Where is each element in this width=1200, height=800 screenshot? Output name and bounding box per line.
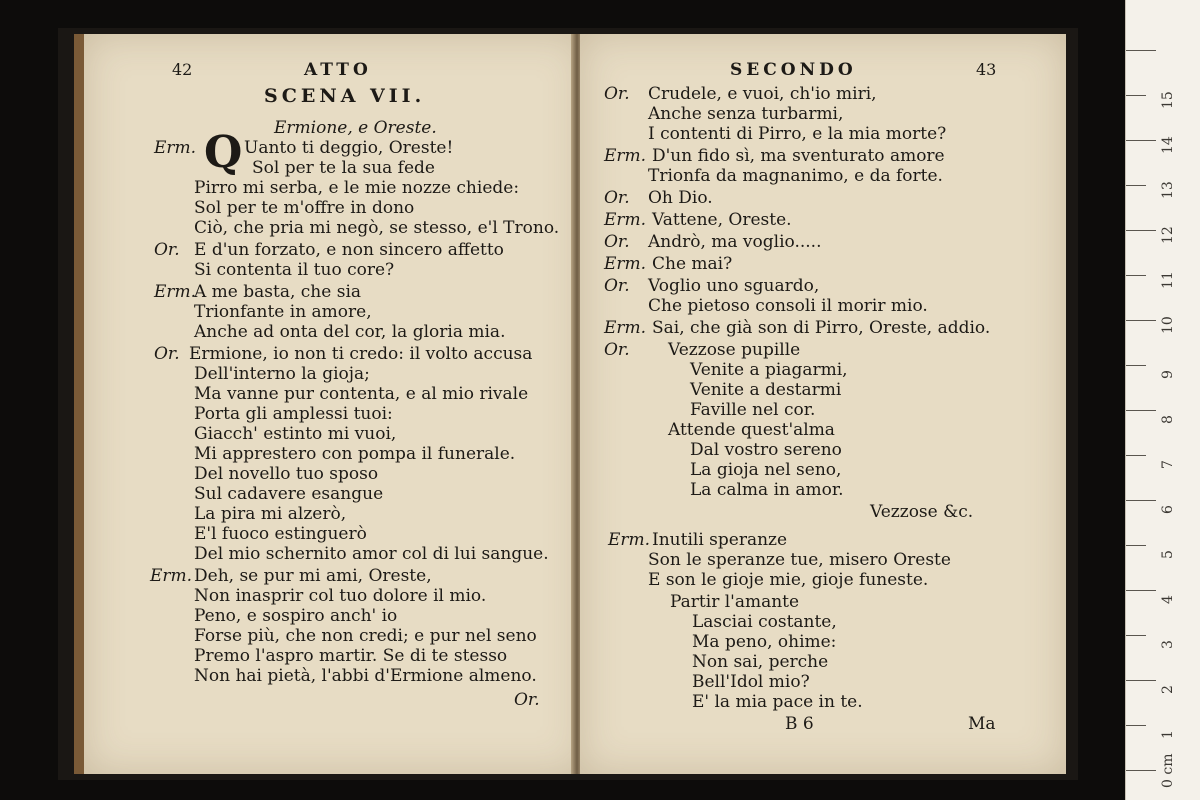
ruler-label: 7 (1160, 460, 1176, 469)
ruler-tick (1126, 500, 1156, 501)
speaker-label: Or. (154, 344, 180, 364)
verse-line: Inutili speranze (652, 530, 788, 550)
speaker-label: Or. (154, 240, 180, 260)
aria-line: Partir l'amante (670, 592, 800, 612)
verse-line: Vattene, Oreste. (652, 210, 792, 230)
ruler-tick (1126, 725, 1146, 726)
verse-line: Anche ad onta del cor, la gloria mia. (194, 322, 506, 342)
verse-line: A me basta, che sia (194, 282, 362, 302)
verse-line: Ermione, io non ti credo: il volto accusa (189, 344, 533, 364)
verse-line: Son le speranze tue, misero Oreste (648, 550, 951, 570)
ruler-label: 10 (1160, 316, 1176, 334)
left-catchword: Or. (514, 690, 540, 710)
ruler-tick (1126, 545, 1146, 546)
aria-line: Non sai, perche (692, 652, 829, 672)
ruler-label: 0 cm (1160, 753, 1176, 788)
aria-line: Venite a piagarmi, (690, 360, 848, 380)
verse-line: Non inasprir col tuo dolore il mio. (194, 586, 487, 606)
aria-line: Dal vostro sereno (690, 440, 842, 460)
verse-line: I contenti di Pirro, e la mia morte? (648, 124, 947, 144)
speaker-label: Erm. (154, 282, 197, 302)
ruler-label: 12 (1160, 226, 1176, 244)
ruler-tick (1126, 140, 1156, 141)
left-running-head: ATTO (304, 60, 372, 80)
ruler-label: 15 (1160, 91, 1176, 109)
ruler-tick (1126, 455, 1146, 456)
verse-line: Sol per te m'offre in dono (194, 198, 415, 218)
aria-line: Lasciai costante, (692, 612, 837, 632)
aria-line: Vezzose pupille (668, 340, 801, 360)
verse-line: Uanto ti deggio, Oreste! (244, 138, 454, 158)
verse-line: Premo l'aspro martir. Se di te stesso (194, 646, 508, 666)
verse-line: Trionfante in amore, (194, 302, 372, 322)
speaker-label: Or. (604, 340, 630, 360)
verse-line: E d'un forzato, e non sincero affetto (194, 240, 504, 260)
aria-line: La gioja nel seno, (690, 460, 842, 480)
ruler-label: 5 (1160, 550, 1176, 559)
verse-line: Peno, e sospiro anch' io (194, 606, 398, 626)
verse-line: Ciò, che pria mi negò, se stesso, e'l Trono. (194, 218, 560, 238)
verse-line: E'l fuoco estinguerò (194, 524, 367, 544)
ruler-tick (1126, 50, 1156, 51)
ruler-label: 4 (1160, 595, 1176, 604)
verse-line: Mi apprestero con pompa il funerale. (194, 444, 516, 464)
verse-line: Trionfa da magnanimo, e da forte. (648, 166, 943, 186)
speaker-label: Erm. (604, 254, 647, 274)
verse-line: Anche senza turbarmi, (648, 104, 844, 124)
ruler-tick (1126, 275, 1146, 276)
verse-line: E son le gioje mie, gioje funeste. (648, 570, 929, 590)
speaker-label: Erm. (608, 530, 651, 550)
speaker-label: Erm. (154, 138, 197, 158)
ruler-label: 6 (1160, 505, 1176, 514)
aria-line: La calma in amor. (690, 480, 844, 500)
aria-line: Faville nel cor. (690, 400, 816, 420)
ruler-tick (1126, 365, 1146, 366)
speaker-label: Erm. (604, 318, 647, 338)
verse-line: Voglio uno sguardo, (648, 276, 820, 296)
ruler-tick (1126, 185, 1146, 186)
verse-line: Che mai? (652, 254, 733, 274)
speaker-label: Or. (604, 232, 630, 252)
verse-line: Forse più, che non credi; e pur nel seno (194, 626, 537, 646)
ruler-label: 9 (1160, 370, 1176, 379)
ruler-label: 2 (1160, 685, 1176, 694)
drop-cap: Q (204, 127, 243, 178)
ruler-tick (1126, 680, 1156, 681)
speaker-label: Erm. (150, 566, 193, 586)
aria-line: Ma peno, ohime: (692, 632, 837, 652)
right-page-number: 43 (976, 60, 997, 79)
aria-line: E' la mia pace in te. (692, 692, 863, 712)
aria-line: Bell'Idol mio? (692, 672, 810, 692)
ruler-label: 13 (1160, 181, 1176, 199)
verse-line: Dell'interno la gioja; (194, 364, 370, 384)
ruler-tick (1126, 590, 1156, 591)
left-page (74, 34, 584, 774)
signature-mark: B 6 (785, 714, 814, 734)
verse-line: La pira mi alzerò, (194, 504, 347, 524)
verse-line: Si contenta il tuo core? (194, 260, 395, 280)
ruler-tick (1126, 770, 1156, 771)
ruler-tick (1126, 410, 1156, 411)
ruler-label: 8 (1160, 415, 1176, 424)
verse-line: D'un fido sì, ma sventurato amore (652, 146, 945, 166)
ruler-label: 14 (1160, 136, 1176, 154)
scene-title: SCENA VII. (264, 85, 426, 107)
verse-line: Del novello tuo sposo (194, 464, 379, 484)
speaker-label: Erm. (604, 146, 647, 166)
aria-line: Attende quest'alma (668, 420, 835, 440)
verse-line: Che pietoso consoli il morir mio. (648, 296, 928, 316)
verse-line: Sul cadavere esangue (194, 484, 384, 504)
ruler-label: 3 (1160, 640, 1176, 649)
measurement-ruler (1125, 0, 1200, 800)
speaker-label: Or. (604, 276, 630, 296)
speaker-label: Or. (604, 188, 630, 208)
verse-line: Giacch' estinto mi vuoi, (194, 424, 397, 444)
verse-line: Andrò, ma voglio..... (648, 232, 822, 252)
verse-line: Deh, se pur mi ami, Oreste, (194, 566, 432, 586)
verse-line: Sol per te la sua fede (252, 158, 435, 178)
verse-line: Del mio schernito amor col di lui sangue. (194, 544, 549, 564)
ruler-tick (1126, 230, 1156, 231)
ruler-tick (1126, 95, 1146, 96)
speaker-label: Erm. (604, 210, 647, 230)
ruler-label: 11 (1160, 271, 1176, 289)
aria-line: Venite a destarmi (690, 380, 842, 400)
ruler-tick (1126, 320, 1156, 321)
verse-line: Pirro mi serba, e le mie nozze chiede: (194, 178, 520, 198)
ruler-label: 1 (1160, 730, 1176, 739)
aria-refrain: Vezzose &c. (870, 502, 974, 522)
speaker-label: Or. (604, 84, 630, 104)
scene-characters: Ermione, e Oreste. (274, 118, 437, 138)
verse-line: Ma vanne pur contenta, e al mio rivale (194, 384, 529, 404)
left-page-number: 42 (172, 60, 193, 79)
verse-line: Porta gli amplessi tuoi: (194, 404, 393, 424)
right-running-head: SECONDO (730, 60, 857, 80)
ruler-tick (1126, 635, 1146, 636)
verse-line: Non hai pietà, l'abbi d'Ermione almeno. (194, 666, 537, 686)
right-catchword: Ma (968, 714, 996, 734)
verse-line: Oh Dio. (648, 188, 713, 208)
verse-line: Crudele, e vuoi, ch'io miri, (648, 84, 877, 104)
verse-line: Sai, che già son di Pirro, Oreste, addio. (652, 318, 991, 338)
right-page (580, 34, 1066, 774)
